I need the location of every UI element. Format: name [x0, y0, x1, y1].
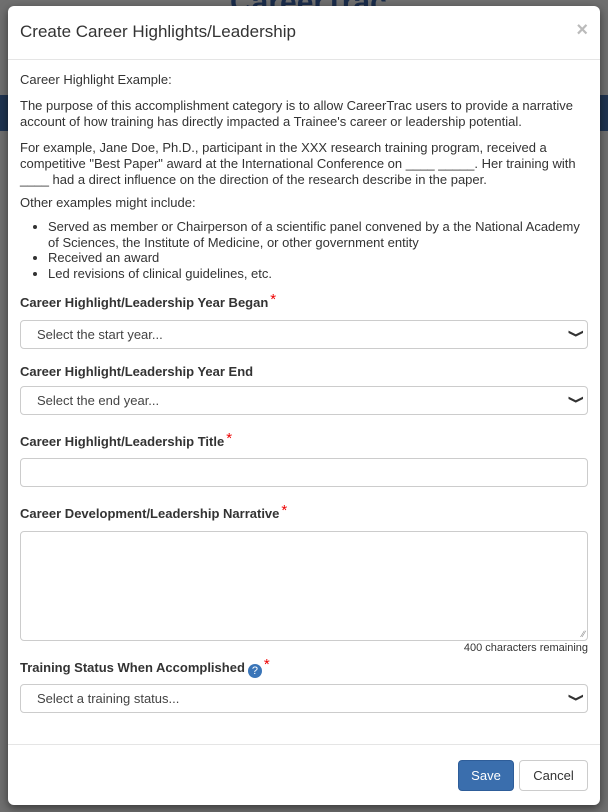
list-item: • Received an award: [48, 250, 588, 266]
year-end-select[interactable]: Select the end year... ❯: [20, 386, 588, 415]
close-icon[interactable]: ×: [576, 19, 588, 41]
chevron-down-icon: ❯: [567, 394, 584, 405]
year-began-select[interactable]: Select the start year... ❯: [20, 320, 588, 349]
year-began-label: Career Highlight/Leadership Year Began *: [20, 291, 277, 310]
narrative-label: Career Development/Leadership Narrative *: [20, 502, 288, 521]
modal-title: Create Career Highlights/Leadership: [20, 22, 296, 41]
resize-handle-icon[interactable]: ∕∕: [581, 629, 585, 639]
list-item: • Led revisions of clinical guidelines, etc.: [48, 266, 588, 282]
chevron-down-icon: ❯: [567, 692, 584, 703]
chevron-down-icon: ❯: [567, 328, 584, 339]
training-status-label: Training Status When Accomplished ? *: [20, 656, 270, 677]
help-icon[interactable]: ?: [248, 664, 262, 678]
intro-purpose: The purpose of this accomplishment category is to allow CareerTrac users to provide a narrative account of how training has directly impacted a Trainee's career or leadership potential.: [20, 98, 573, 129]
required-marker: *: [263, 656, 270, 673]
title-label: Career Highlight/Leadership Title *: [20, 430, 233, 449]
save-button[interactable]: Save: [458, 760, 514, 791]
cancel-button[interactable]: Cancel: [519, 760, 588, 791]
required-marker: *: [270, 291, 277, 308]
title-input[interactable]: [20, 458, 588, 487]
modal-footer-divider: [8, 744, 600, 745]
list-item: • Served as member or Chairperson of a scientific panel convened by a the National Academy of Sciences, the Institute of Medicine, or other government entity: [48, 219, 588, 250]
intro-heading: Career Highlight Example:: [20, 72, 172, 87]
intro-example: For example, Jane Doe, Ph.D., participant in the XXX research training program, received a competitive "Best Paper" award at the International Conference on ____ _____. Her training with ____ had a direct influence on the direction of the research describe in the paper.: [20, 140, 576, 187]
examples-list: [20, 219, 588, 281]
required-marker: *: [281, 502, 288, 519]
training-status-select[interactable]: Select a training status... ❯: [20, 684, 588, 713]
create-career-highlight-modal: [8, 6, 600, 805]
required-marker: *: [226, 430, 233, 447]
characters-remaining: 400 characters remaining: [463, 642, 588, 654]
year-end-label: Career Highlight/Leadership Year End: [20, 364, 254, 379]
modal-header: [8, 6, 600, 60]
narrative-textarea[interactable]: [20, 531, 588, 641]
other-examples-heading: Other examples might include:: [20, 195, 196, 210]
